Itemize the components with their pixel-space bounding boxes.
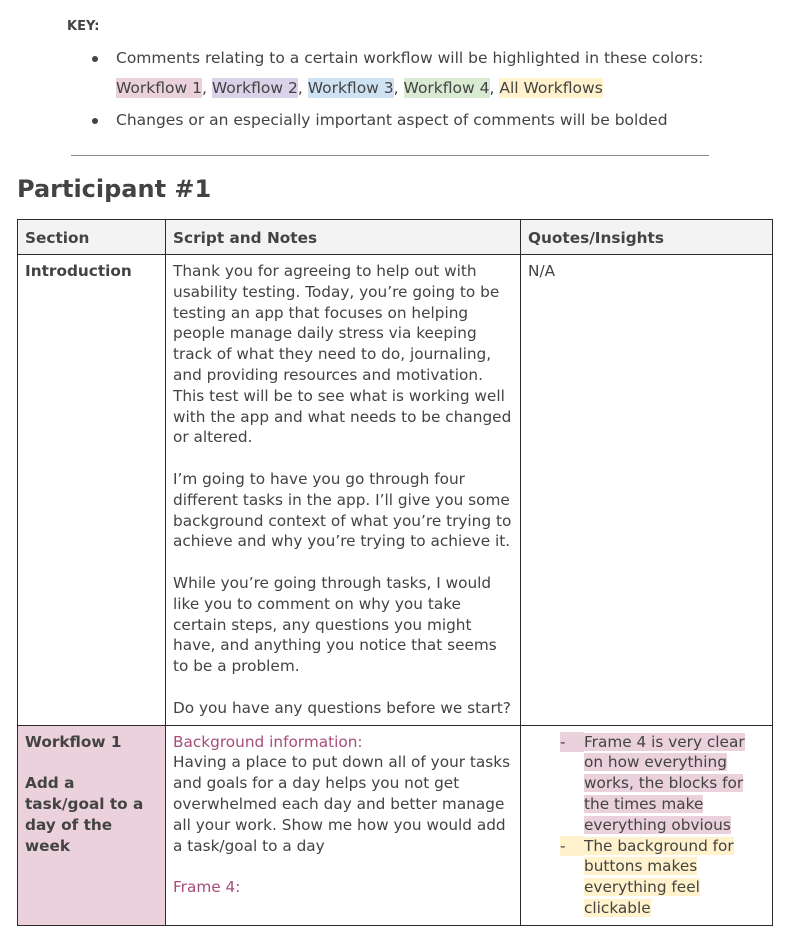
legend-separator: , — [393, 79, 399, 97]
legend-workflow-1: Workflow 1 — [116, 79, 202, 97]
legend-separator: , — [201, 79, 207, 97]
intro-section-cell: Introduction — [18, 255, 166, 726]
workflow1-section-cell — [18, 725, 166, 925]
background-info-text: Having a place to put down all of your tasks and goals for a day helps you not get overwhelmed each day and better manage all your work. Show me how you would add a task/goal to a day — [173, 753, 511, 855]
key-bullet-text-2: Changes or an especially important aspect of comments will be bolded — [116, 111, 668, 129]
table-row-introduction — [18, 255, 773, 726]
quote-text: The background for buttons makes everything feel clickable — [584, 836, 734, 917]
list-item — [528, 836, 766, 919]
table-header-row — [18, 220, 773, 255]
header-script-notes: Script and Notes — [166, 220, 521, 255]
quote-dash: - — [560, 836, 584, 857]
legend-workflow-2: Workflow 2 — [211, 79, 298, 97]
workflow1-script-cell — [166, 725, 521, 925]
notes-table — [17, 219, 773, 926]
header-section: Section — [18, 220, 166, 255]
intro-paragraph: Thank you for agreeing to help out with usability testing. Today, you’re going to be testing an app that focuses on helping people manage daily stress via keeping track of what they need to do, journaling, and providing resources and motivation. This test will be to see what is working well with the app and what needs to be changed or altered. — [173, 262, 512, 447]
bullet-dot-2 — [92, 118, 98, 124]
background-info-label: Background information: — [173, 732, 363, 751]
list-item — [528, 732, 766, 836]
header-quotes-insights: Quotes/Insights — [521, 220, 773, 255]
workflow1-quotes-cell — [521, 725, 773, 925]
bullet-dot-1 — [92, 56, 98, 62]
legend-all-workflows: All Workflows — [499, 79, 603, 97]
workflow1-spacer — [25, 752, 159, 773]
legend-workflow-4: Workflow 4 — [403, 79, 490, 97]
table-row-workflow-1 — [18, 725, 773, 925]
quote-text: Frame 4 is very clear on how everything works, the blocks for the times make everything obvious — [584, 732, 745, 834]
workflow-color-legend — [116, 79, 603, 97]
intro-paragraph: Do you have any questions before we start? — [173, 698, 511, 717]
intro-script-cell — [166, 255, 521, 726]
workflow1-name: Workflow 1 — [25, 732, 122, 751]
key-bullet-text-1: Comments relating to a certain workflow will be highlighted in these colors: — [116, 49, 704, 67]
quote-dash: - — [560, 732, 584, 753]
frame-spacer — [173, 856, 514, 877]
workflow1-task: Add a task/goal to a day of the week — [25, 774, 144, 855]
intro-paragraph: I’m going to have you go through four different tasks in the app. I’ll give you some background context of what you’re trying to achieve and why you’re trying to achieve it. — [173, 469, 512, 551]
quotes-list — [528, 732, 766, 919]
legend-separator: , — [489, 79, 495, 97]
participant-heading: Participant #1 — [17, 175, 212, 203]
legend-separator: , — [297, 79, 303, 97]
frame-label: Frame 4: — [173, 878, 241, 897]
legend-workflow-3: Workflow 3 — [307, 79, 394, 97]
key-label: KEY: — [67, 19, 100, 34]
intro-quotes-cell: N/A — [521, 255, 773, 726]
horizontal-divider — [71, 155, 709, 156]
intro-paragraph: While you’re going through tasks, I would like you to comment on why you take certain steps, any questions you might have, and anything you notice that seems to be a problem. — [173, 573, 497, 676]
